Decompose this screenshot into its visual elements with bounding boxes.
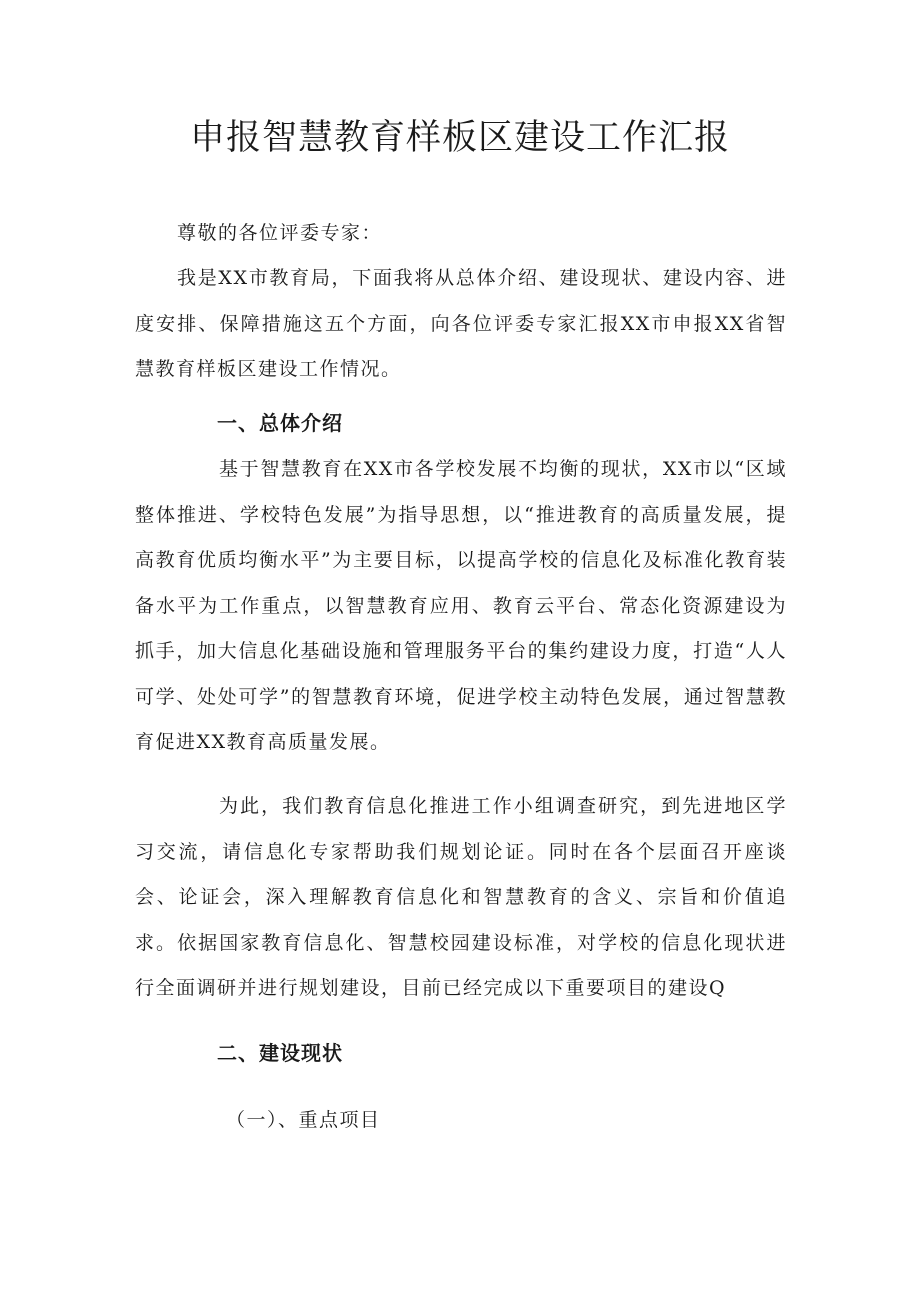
document-title: 申报智慧教育样板区建设工作汇报 (189, 118, 730, 158)
overview-paragraph-2: 为此，我们教育信息化推进工作小组调查研究，到先进地区学习交流，请信息化专家帮助我们规划论证。同时在各个层面召开座谈会、论证会，深入理解教育信息化和智慧教育的含义、宗旨和价值追求。依据国家教育信息化、智慧校园建设标准，对学校的信息化现状进行全面调研并进行规划建设，目前已经完成以下重要项目的建设Q (135, 795, 787, 999)
overview-paragraph-1: 基于智慧教育在XX市各学校发展不均衡的现状，XX市以“区域整体推进、学校特色发展”为指导思想，以“推进教育的高质量发展，提高教育优质均衡水平”为主要目标，以提高学校的信息化及标准化教育装备水平为工作重点，以智慧教育应用、教育云平台、常态化资源建设为抓手，加大信息化基础设施和管理服务平台的集约建设力度，打造“人人可学、处处可学”的智慧教育环境，促进学校主动特色发展，通过智慧教育促进XX教育高质量发展。 (135, 458, 787, 753)
subsection-heading-key-projects: （一）、重点项目 (226, 1109, 381, 1131)
section-heading-overview: 一、总体介绍 (217, 411, 343, 435)
section-heading-status: 二、建设现状 (217, 1041, 343, 1065)
intro-paragraph: 我是XX市教育局，下面我将从总体介绍、建设现状、建设内容、进度安排、保障措施这五个方面，向各位评委专家汇报XX市申报XX省智慧教育样板区建设工作情况。 (135, 267, 787, 380)
greeting-line: 尊敬的各位评委专家： (177, 222, 383, 244)
